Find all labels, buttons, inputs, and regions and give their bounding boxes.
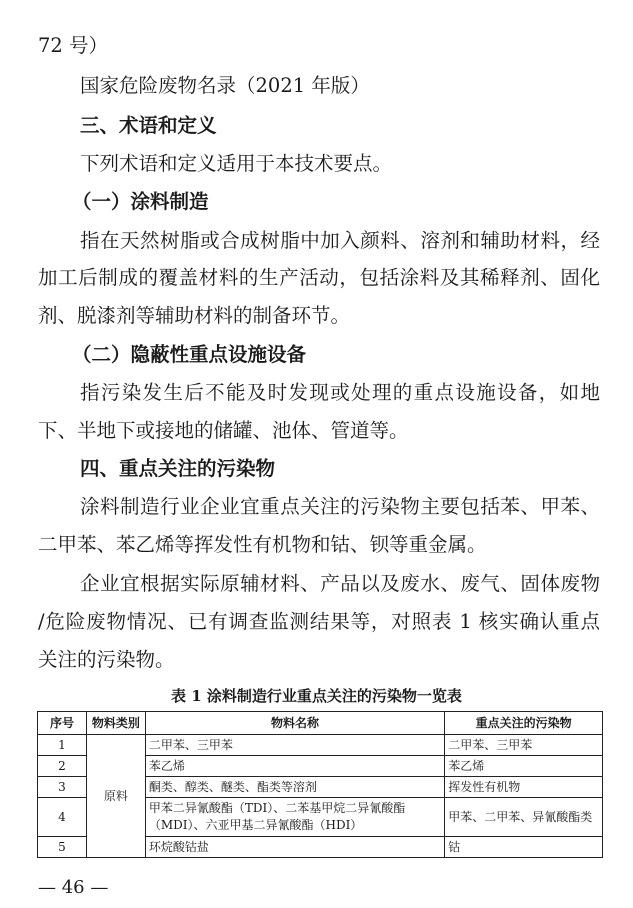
text-line: 关注的污染物。 [38, 648, 175, 671]
text-line: 国家危险废物名录（2021 年版） [80, 74, 370, 97]
material-name: 二甲苯、三甲苯 [145, 735, 444, 756]
subsection-heading: （二）隐蔽性重点设施设备 [72, 343, 307, 366]
header-cell: 物料名称 [145, 712, 444, 735]
pollutant: 苯乙烯 [445, 756, 603, 777]
pollutant: 钴 [445, 837, 603, 858]
text-line: 二甲苯、苯乙烯等挥发性有机物和钴、钡等重金属。 [38, 533, 487, 556]
row-number: 3 [38, 777, 87, 798]
header-cell: 序号 [38, 712, 87, 735]
material-name: 苯乙烯 [145, 756, 444, 777]
text-line: 下、半地下或接地的储罐、池体、管道等。 [38, 419, 409, 442]
text-line: 指污染发生后不能及时发现或处理的重点设施设备，如地 [80, 381, 600, 404]
row-number: 5 [38, 837, 87, 858]
row-number: 1 [38, 735, 87, 756]
material-name [145, 798, 444, 837]
material-category: 原料 [86, 735, 145, 858]
section-heading: 四、重点关注的污染物 [80, 457, 276, 480]
text-line: 72 号） [38, 34, 109, 57]
text-line: 剂、脱漆剂等辅助材料的制备环节。 [38, 304, 351, 327]
text-line: 企业宜根据实际原辅材料、产品以及废水、废气、固体废物 [80, 572, 600, 595]
text-line: 加工后制成的覆盖材料的生产活动，包括涂料及其稀释剂、固化 [38, 266, 600, 289]
text-line: 涂料制造行业企业宜重点关注的污染物主要包括苯、甲苯、 [80, 495, 600, 518]
subsection-heading: （一）涂料制造 [72, 190, 209, 213]
row-number: 2 [38, 756, 87, 777]
pollutant: 甲苯、二甲苯、异氰酸酯类 [445, 798, 603, 837]
page-number: — 46 — [38, 877, 109, 898]
table-caption: 表 1 涂料制造行业重点关注的污染物一览表 [171, 687, 462, 705]
material-name: 环烷酸钴盐 [145, 837, 444, 858]
pollutant: 二甲苯、三甲苯 [445, 735, 603, 756]
text-line: 下列术语和定义适用于本技术要点。 [80, 152, 393, 175]
pollutant: 挥发性有机物 [445, 777, 603, 798]
header-cell: 物料类别 [86, 712, 145, 735]
table-row [38, 735, 603, 756]
pollutant-table [37, 711, 603, 858]
row-number: 4 [38, 798, 87, 837]
text-line: /危险废物情况、已有调查监测结果等，对照表 1 核实确认重点 [38, 610, 600, 633]
material-name-line: （MDI）、六亚甲基二异氰酸酯（HDI） [148, 818, 363, 832]
header-cell: 重点关注的污染物 [445, 712, 603, 735]
section-heading: 三、术语和定义 [80, 114, 217, 137]
table-header-row [38, 712, 603, 735]
material-name: 酮类、醇类、醚类、酯类等溶剂 [145, 777, 444, 798]
text-line: 指在天然树脂或合成树脂中加入颜料、溶剂和辅助材料，经 [80, 229, 600, 252]
material-name-line: 甲苯二异氰酸酯（TDI）、二苯基甲烷二异氰酸酯 [148, 801, 406, 815]
